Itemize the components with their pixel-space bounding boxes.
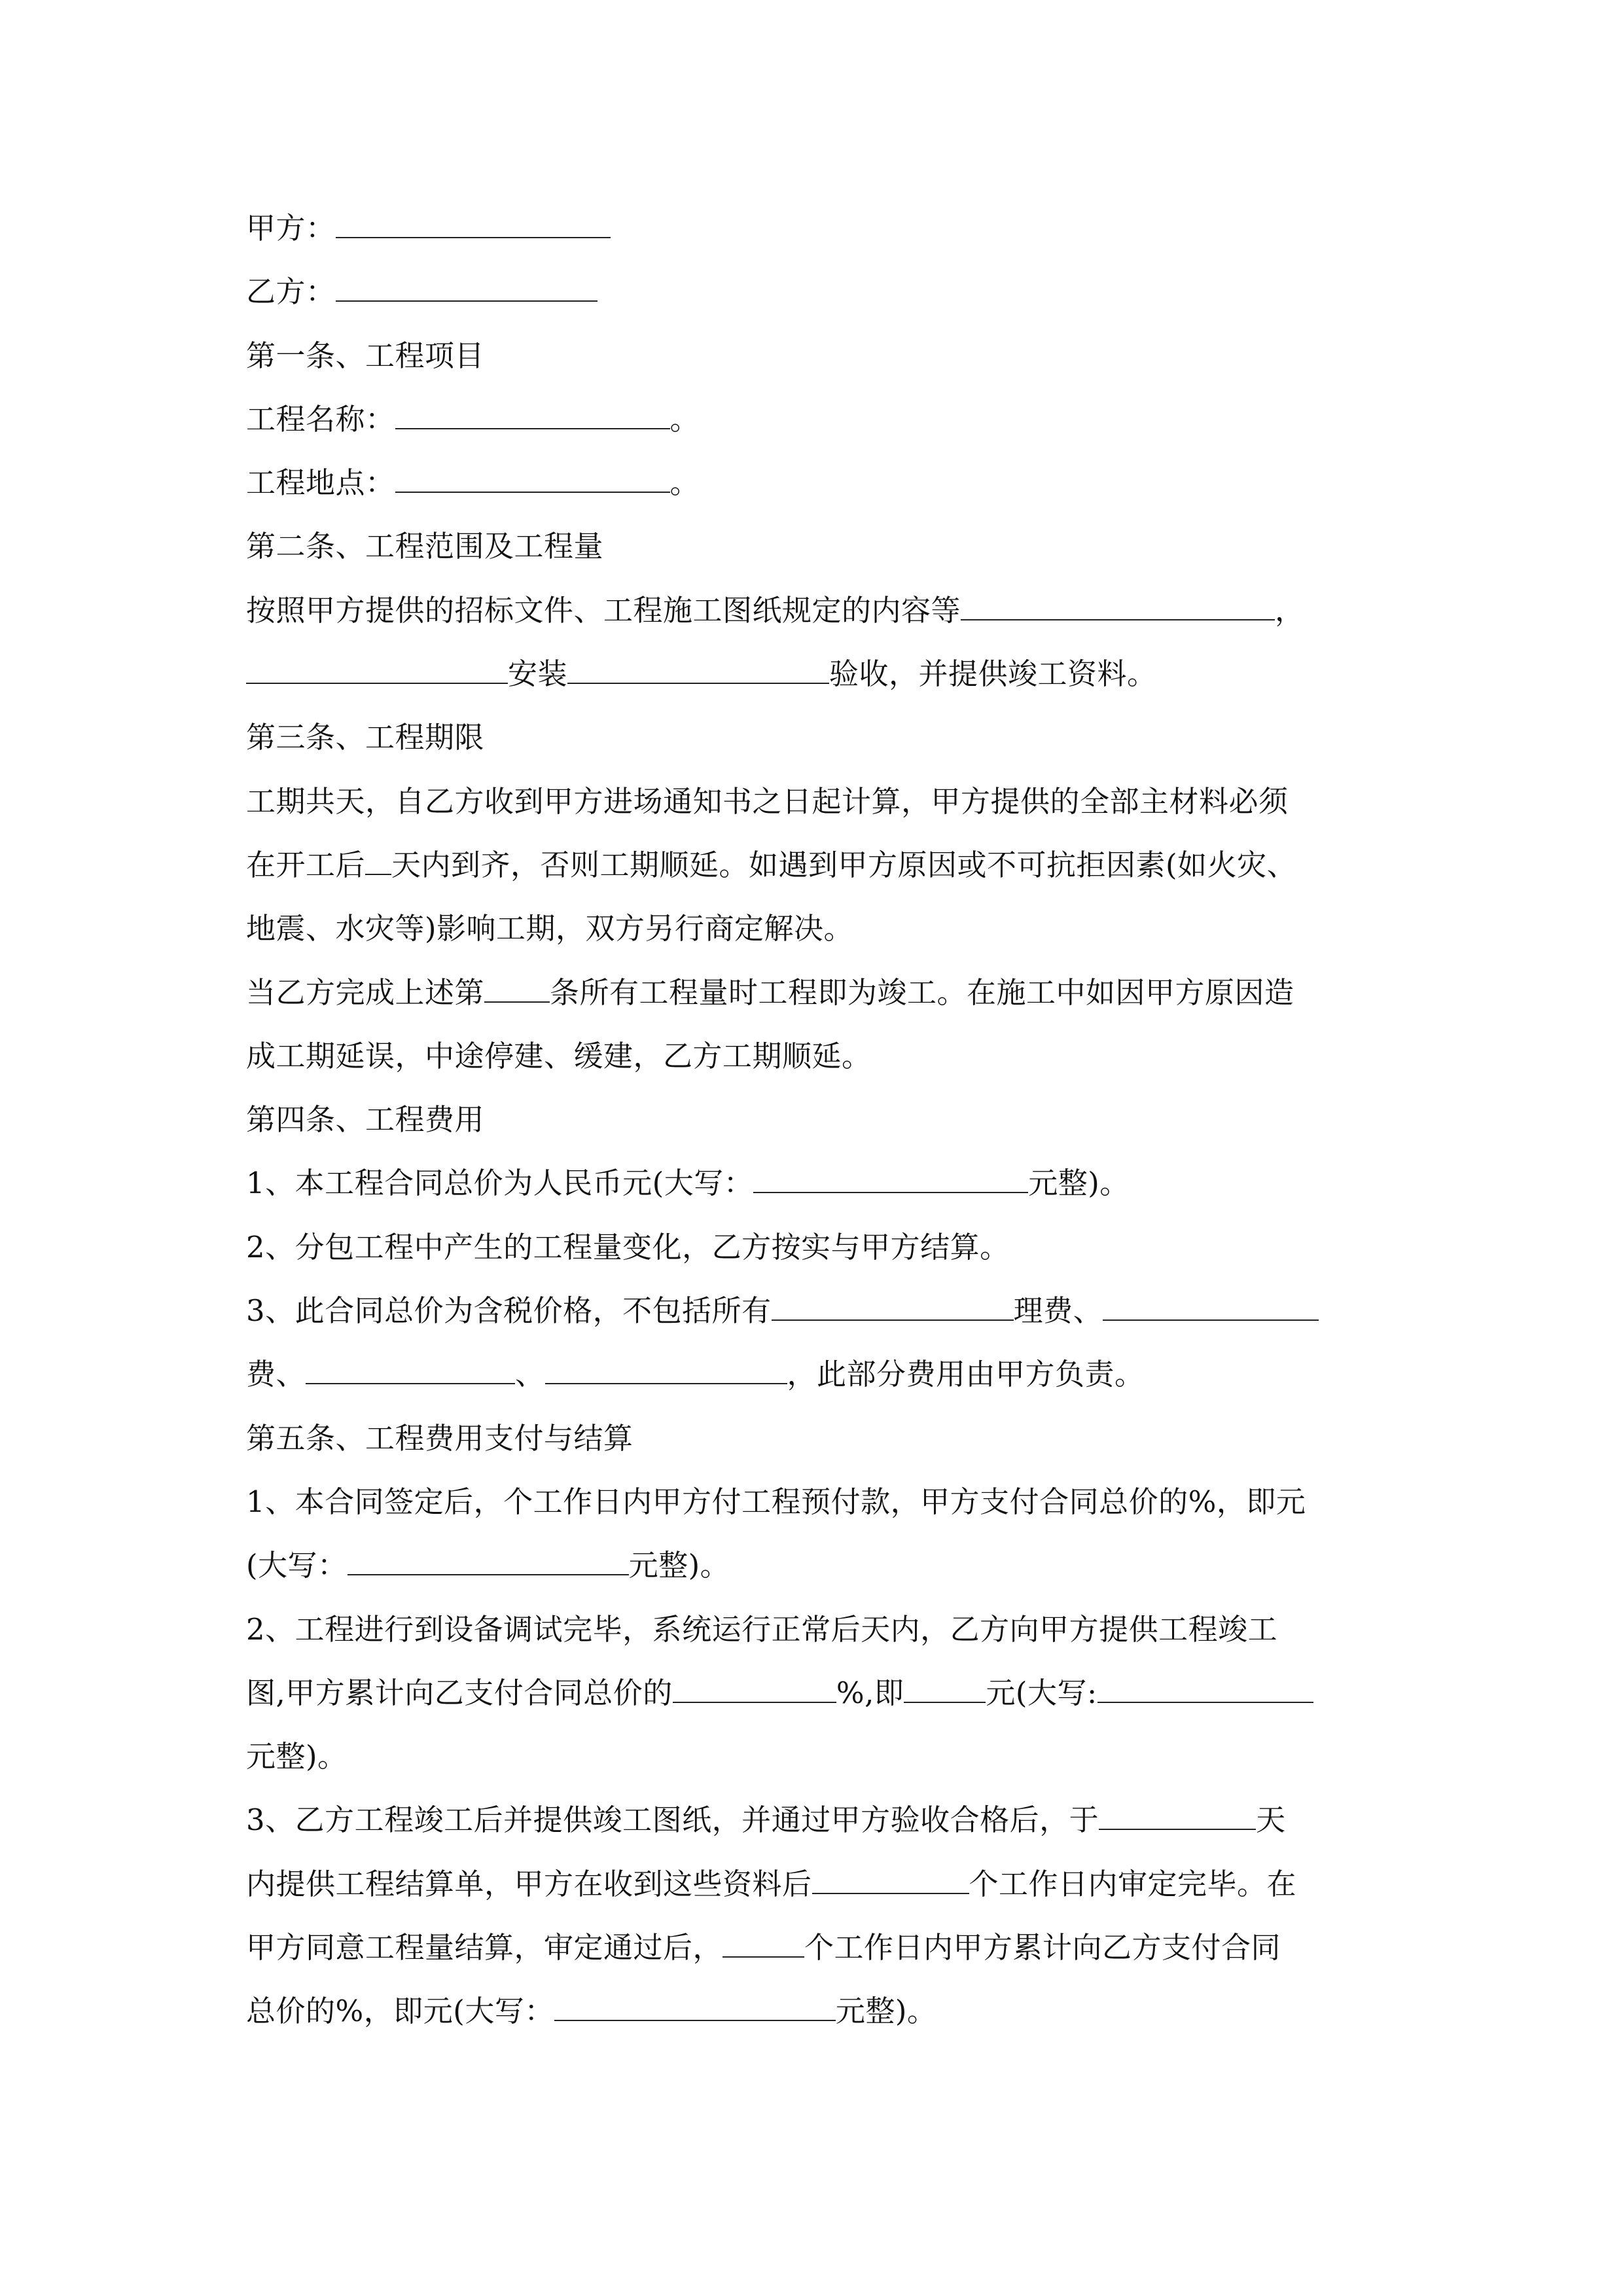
total-price-words-blank [753, 1170, 1028, 1193]
article-4-item-2: 2、分包工程中产生的工程量变化，乙方按实与甲方结算。 [246, 1229, 1010, 1265]
review-days-blank [812, 1871, 969, 1894]
article-5-item-3-line-1: 3、乙方工程竣工后并提供竣工图纸，并通过甲方验收合格后，于 天 [246, 1803, 1286, 1838]
acceptance-item-blank [567, 660, 829, 684]
days-blank [365, 852, 391, 875]
percent-blank [673, 1679, 836, 1703]
settlement-days-blank [1099, 1806, 1256, 1830]
article-3-title: 第三条、工程期限 [246, 720, 485, 755]
party-a-blank [336, 215, 611, 238]
article-3-line-2: 在开工后 天内到齐，否则工期顺延。如遇到甲方原因或不可抗拒因素(如火灾、 [246, 847, 1297, 882]
article-1-title: 第一条、工程项目 [246, 338, 485, 373]
article-5-item-1-line-2: (大写： 元整)。 [246, 1548, 730, 1583]
scope-blank [961, 597, 1275, 620]
article-4-title: 第四条、工程费用 [246, 1102, 485, 1138]
article-5-item-3-line-2: 内提供工程结算单，甲方在收到这些资料后 个工作日内审定完毕。在 [246, 1866, 1297, 1901]
contract-body [246, 196, 1398, 2043]
article-5-title: 第五条、工程费用支付与结算 [246, 1420, 633, 1456]
amount-words-blank [1097, 1679, 1313, 1703]
article-3-line-1: 工期共天，自乙方收到甲方进场通知书之日起计算，甲方提供的全部主材料必须 [246, 783, 1289, 819]
fee-blank-1 [772, 1297, 1014, 1321]
article-4-item-1: 1、本工程合同总价为人民币元(大写： 元整)。 [246, 1166, 1130, 1201]
article-3-line-4: 当乙方完成上述第 条所有工程量时工程即为竣工。在施工中如因甲方原因造 [246, 975, 1294, 1010]
article-4-item-3-line-1: 3、此合同总价为含税价格，不包括所有 理费、 [246, 1279, 1398, 1342]
article-5-item-2-line-3: 元整)。 [246, 1739, 348, 1774]
party-a-line: 甲方： [246, 196, 1398, 260]
article-2-line-1: 按照甲方提供的招标文件、工程施工图纸规定的内容等 ， [246, 592, 1305, 628]
project-location-blank [395, 469, 670, 493]
party-b-blank [336, 278, 597, 302]
article-5-item-2-line-1: 2、工程进行到设备调试完毕，系统运行正常后天内，乙方向甲方提供工程竣工 [246, 1611, 1278, 1647]
article-5-item-2-line-2: 图,甲方累计向乙支付合同总价的 %,即 元(大写: [246, 1661, 1398, 1725]
fee-blank-4 [545, 1361, 787, 1384]
article-2-line-2: 安装 验收，并提供竣工资料。 [246, 642, 1398, 706]
article-5-item-3-line-3: 甲方同意工程量结算，审定通过后， 个工作日内甲方累计向乙方支付合同 [246, 1930, 1281, 1965]
install-item-blank [246, 660, 508, 684]
final-amount-words-blank [554, 1998, 836, 2021]
amount-blank [904, 1679, 986, 1703]
project-location-line: 工程地点： 。 [246, 465, 700, 501]
advance-words-blank [348, 1552, 629, 1575]
article-3-line-3: 地震、水灾等)影响工期，双方另行商定解决。 [246, 911, 854, 946]
project-name-line: 工程名称： 。 [246, 401, 700, 437]
article-5-item-1-line-1: 1、本合同签定后，个工作日内甲方付工程预付款，甲方支付合同总价的%，即元 [246, 1484, 1306, 1519]
fee-blank-3 [306, 1361, 515, 1384]
article-4-item-3-line-2: 费、 、 ，此部分费用由甲方负责。 [246, 1357, 1145, 1392]
project-name-blank [395, 406, 670, 429]
article-2-title: 第二条、工程范围及工程量 [246, 529, 604, 564]
fee-blank-2 [1103, 1297, 1319, 1321]
payment-days-blank [722, 1934, 804, 1958]
article-number-blank [484, 979, 550, 1003]
party-b-line: 乙方： [246, 260, 1398, 323]
article-5-item-3-line-4: 总价的%，即元(大写： 元整)。 [246, 1994, 937, 2029]
article-3-line-5: 成工期延误，中途停建、缓建，乙方工期顺延。 [246, 1038, 872, 1073]
